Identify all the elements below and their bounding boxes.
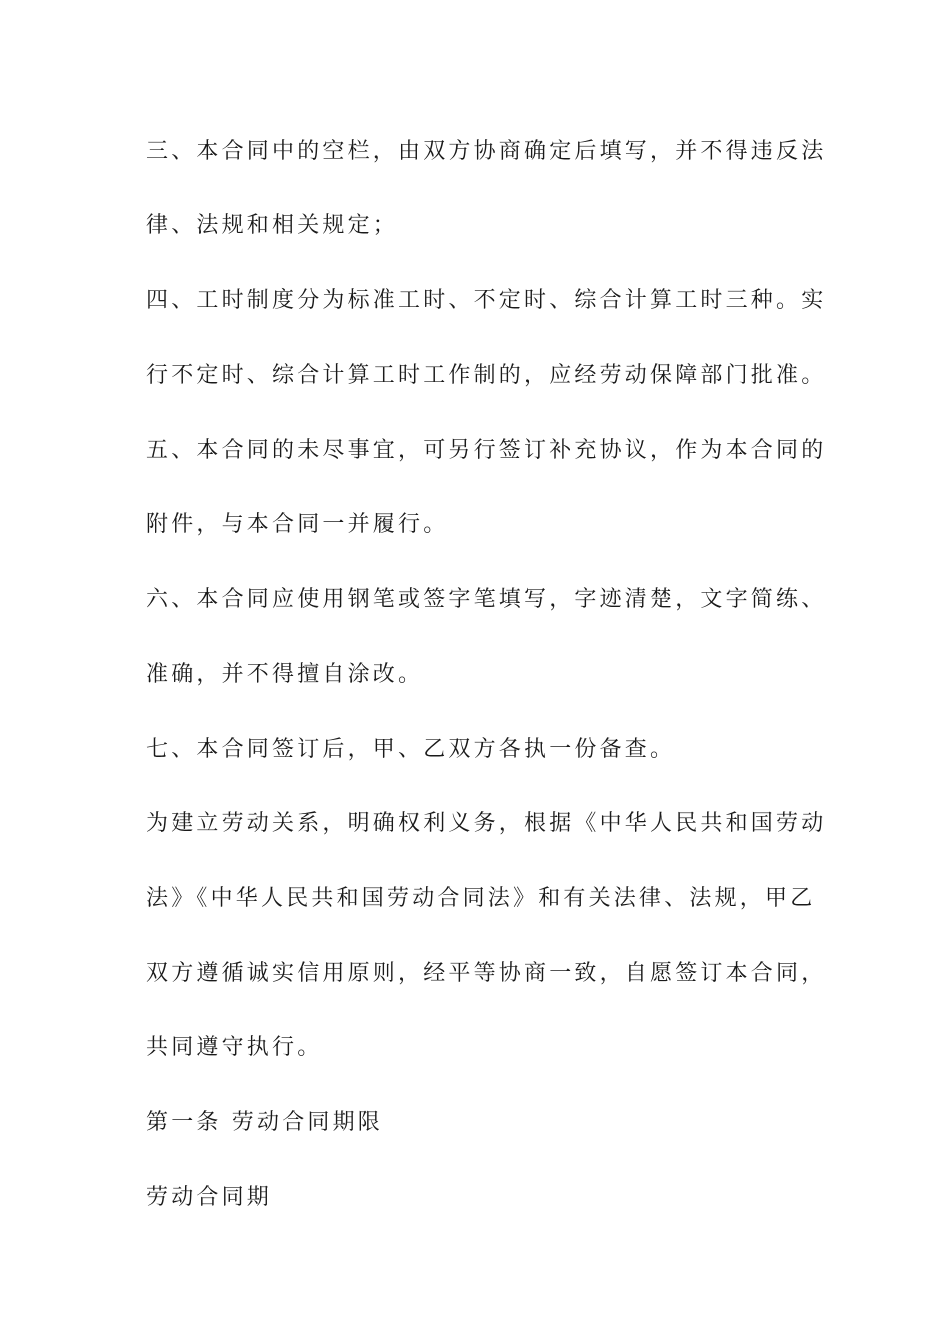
text-line: 六、本合同应使用钢笔或签字笔填写，字迹清楚，文字简练、 [146, 587, 827, 612]
text-line: 三、本合同中的空栏，由双方协商确定后填写，并不得违反法 [146, 139, 827, 164]
section-heading: 第一条 劳动合同期限 [146, 1110, 383, 1135]
text-line: 行不定时、综合计算工时工作制的，应经劳动保障部门批准。 [146, 363, 827, 388]
text-line: 为建立劳动关系，明确权利义务，根据《中华人民共和国劳动 [146, 811, 827, 836]
text-line: 五、本合同的未尽事宜，可另行签订补充协议，作为本合同的 [146, 438, 827, 463]
text-line: 四、工时制度分为标准工时、不定时、综合计算工时三种。实 [146, 288, 827, 313]
text-line: 共同遵守执行。 [146, 1035, 323, 1060]
text-line: 准确，并不得擅自涂改。 [146, 662, 424, 687]
text-line: 双方遵循诚实信用原则，经平等协商一致，自愿签订本合同， [146, 961, 827, 986]
text-line: 劳动合同期 [146, 1185, 273, 1210]
text-line: 七、本合同签订后，甲、乙双方各执一份备查。 [146, 737, 676, 762]
text-line: 律、法规和相关规定； [146, 213, 399, 238]
text-line: 法》《中华人民共和国劳动合同法》和有关法律、法规，甲乙 [146, 886, 816, 911]
text-line: 附件，与本合同一并履行。 [146, 512, 449, 537]
